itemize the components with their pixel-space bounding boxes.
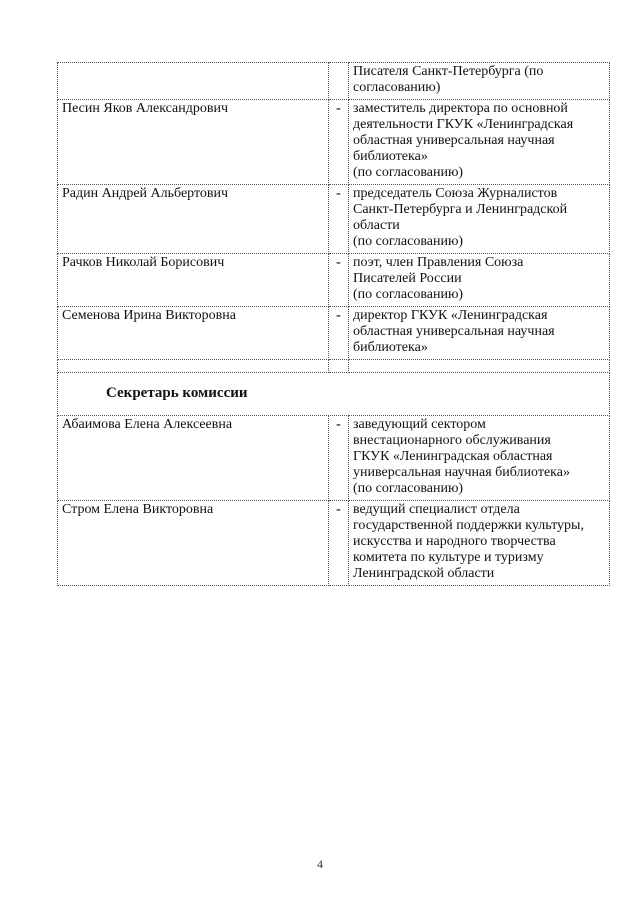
role-line: Писателя Санкт-Петербурга (по (353, 64, 544, 79)
member-role (349, 501, 610, 586)
member-name: Семенова Ирина Викторовна (58, 307, 329, 360)
role-line: (по согласованию) (353, 287, 464, 302)
separator-dash: - (329, 185, 349, 254)
separator-dash: - (329, 254, 349, 307)
member-role (349, 63, 610, 100)
table-row (58, 254, 610, 307)
member-name: Рачков Николай Борисович (58, 254, 329, 307)
empty-cell (329, 360, 349, 373)
role-line: государственной поддержки культуры, (353, 518, 584, 533)
role-line: Писателей России (353, 271, 462, 286)
role-line: библиотека» (353, 149, 428, 164)
table-row (58, 63, 610, 100)
empty-cell (349, 360, 610, 373)
role-line: областная универсальная научная (353, 324, 555, 339)
role-line: председатель Союза Журналистов (353, 186, 558, 201)
role-line: ведущий специалист отдела (353, 502, 520, 517)
table-row (58, 307, 610, 360)
role-line: Санкт-Петербурга и Ленинградской (353, 202, 568, 217)
role-line: (по согласованию) (353, 165, 464, 180)
table-row (58, 100, 610, 185)
separator-dash: - (329, 100, 349, 185)
role-line: поэт, член Правления Союза (353, 255, 524, 270)
role-line: области (353, 218, 400, 233)
role-line: универсальная научная библиотека» (353, 465, 570, 480)
member-role (349, 307, 610, 360)
role-line: комитета по культуре и туризму (353, 550, 544, 565)
role-line: заместитель директора по основной (353, 101, 568, 116)
separator-dash (329, 63, 349, 100)
member-role (349, 416, 610, 501)
page-number: 4 (317, 857, 323, 871)
role-line: деятельности ГКУК «Ленинградская (353, 117, 574, 132)
section-row (58, 373, 610, 416)
member-name: Стром Елена Викторовна (58, 501, 329, 586)
member-name: Песин Яков Александрович (58, 100, 329, 185)
table-row (58, 501, 610, 586)
separator-dash: - (329, 416, 349, 501)
role-line: (по согласованию) (353, 234, 464, 249)
role-line: (по согласованию) (353, 481, 464, 496)
blank-row (58, 360, 610, 373)
role-line: директор ГКУК «Ленинградская (353, 308, 548, 323)
role-line: Ленинградской области (353, 566, 495, 581)
role-line: библиотека» (353, 340, 428, 355)
role-line: искусства и народного творчества (353, 534, 556, 549)
empty-cell (58, 360, 329, 373)
role-line: ГКУК «Ленинградская областная (353, 449, 553, 464)
table-row (58, 416, 610, 501)
role-line: согласованию) (353, 80, 441, 95)
member-role (349, 254, 610, 307)
member-role (349, 100, 610, 185)
separator-dash: - (329, 501, 349, 586)
separator-dash: - (329, 307, 349, 360)
member-name: Абаимова Елена Алексеевна (58, 416, 329, 501)
member-name (58, 63, 329, 100)
commission-members-table (57, 62, 610, 586)
member-name: Радин Андрей Альбертович (58, 185, 329, 254)
role-line: заведующий сектором (353, 417, 486, 432)
table-row (58, 185, 610, 254)
member-role (349, 185, 610, 254)
section-title: Секретарь комиссии (58, 373, 610, 416)
role-line: внестационарного обслуживания (353, 433, 551, 448)
role-line: областная универсальная научная (353, 133, 555, 148)
